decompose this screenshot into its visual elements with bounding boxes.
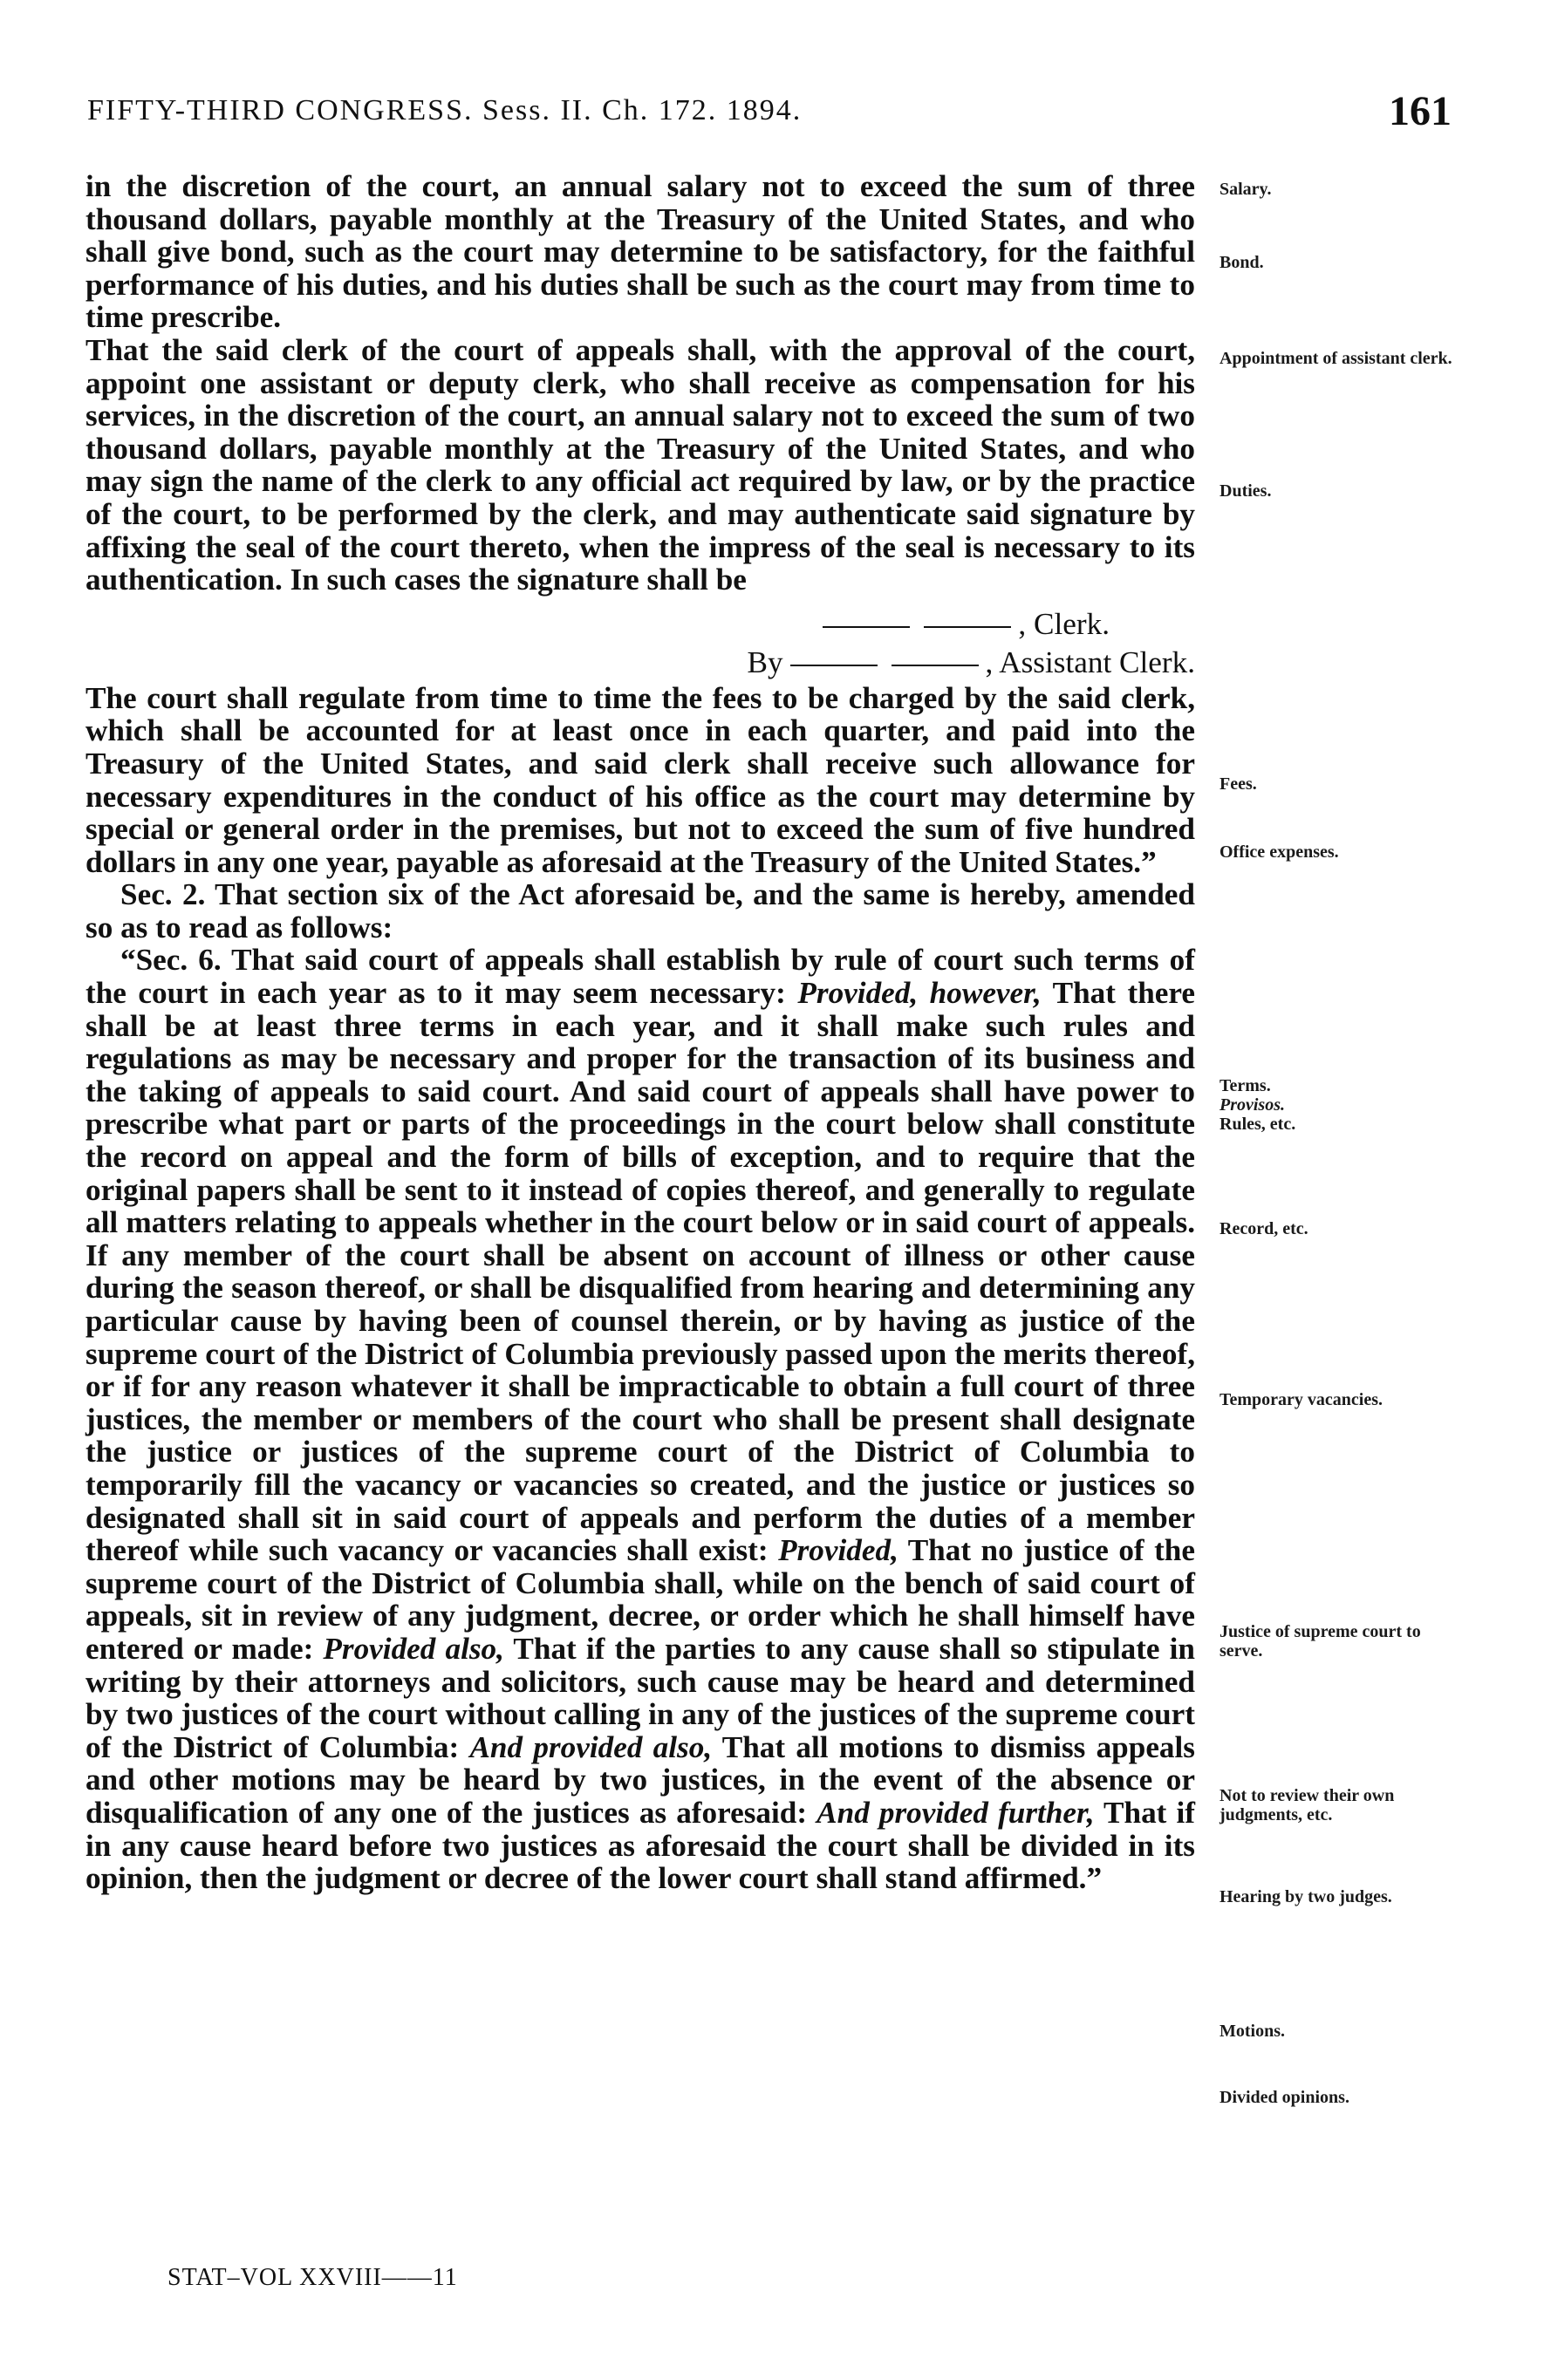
paragraph-assistant-clerk: That the said clerk of the court of appeals shall, with the approval of the court, appoint one assistant or deputy clerk, who shall receive as compensation for his services, in the discretion of the court, an annual salary not to exceed the sum of two thousand dollars, payable monthly at the Treasury of the United States, and who may sign the name of the clerk to any official act required by law, or by the practice of the court, to be performed by the clerk, and may authenticate said signature by affixing the seal of the court thereto, when the impress of the seal is necessary to its authentication. In such cases the signature shall be — [85, 332, 1195, 597]
signature-clerk-line — [85, 605, 1195, 644]
margin-note-fees: Fees. — [1219, 774, 1257, 794]
signature-footer: STAT–VOL XXVIII——11 — [167, 2264, 458, 2291]
signature-blank — [892, 665, 979, 666]
section-6-text-d: That if the parties to any cause shall so stipulate in writing by their attorneys and solicitors, such cause may be heard and determined by two justices of the court without calling in any of the justices of the supreme court of the District of Columbia: — [85, 1631, 1195, 1764]
margin-note-duties: Duties. — [1219, 481, 1272, 501]
margin-note-justice-supreme-court: Justice of supreme court to serve. — [1219, 1622, 1421, 1661]
section-6-text-b: That there shall be at least three terms in each year, and it shall make such rules and regulations as may be necessary and proper for the transaction of its business and the taking of appeals to said court. And said court of appeals shall have power to prescribe what part or parts of the proceedings in the court below shall constitute the record on appeal and the form of bills of exception, and to require that the original papers shall be sent to it instead of copies thereof, and generally to regulate all matters relating to appeals whether in the court below or in said court of appeals. If any member of the court shall be absent on account of illness or other cause during the season thereof, or shall be disqualified from hearing and determining any particular cause by having been of counsel therein, or by having as justice of the supreme court of the District of Columbia previously passed upon the merits thereof, or if for any reason whatever it shall be impracticable to obtain a full court of three justices, the member or members of the court who shall be present shall designate the justice or justices of the supreme court of the District of Columbia to temporarily fill the vacancy or vacancies so created, and the justice or justices so designated shall sit in said court of appeals and perform the duties of a member thereof while such vacancy or vacancies shall exist: — [85, 976, 1195, 1568]
margin-note-salary: Salary. — [1219, 180, 1272, 199]
main-text-column — [85, 170, 1195, 1895]
paragraph-section-2: Sec. 2. That section six of the Act aforesaid be, and the same is hereby, amended so as to read as follows: — [85, 877, 1195, 944]
signature-blank — [823, 626, 910, 628]
signature-form — [85, 605, 1195, 682]
margin-note-bond: Bond. — [1219, 253, 1264, 272]
signature-assistant-line — [85, 644, 1195, 682]
proviso-label: Provided, however, — [797, 976, 1042, 1011]
page-number: 161 — [1389, 88, 1452, 134]
paragraph-salary: in the discretion of the court, an annual salary not to exceed the sum of three thousand dollars, payable monthly at the Treasury of the United States, and who shall give bond, such as the court may determine to be satisfactory, for the faithful performance of his duties, and his duties shall be such as the court may from time to time prescribe. — [85, 169, 1195, 335]
margin-note-divided-opinions: Divided opinions. — [1219, 2088, 1349, 2107]
proviso-label: Provided also, — [323, 1631, 504, 1666]
signature-by-label: By — [747, 644, 783, 679]
signature-assistant-label: , Assistant Clerk. — [985, 644, 1195, 679]
running-header: FIFTY-THIRD CONGRESS. Sess. II. Ch. 172. 1894. — [87, 94, 803, 126]
margin-note-motions: Motions. — [1219, 2022, 1285, 2041]
proviso-label: And provided also, — [469, 1729, 713, 1764]
margin-note-terms: Terms. — [1219, 1076, 1271, 1095]
margin-note-appointment: Appointment of assistant clerk. — [1219, 349, 1452, 368]
margin-note-rules: Rules, etc. — [1219, 1115, 1296, 1134]
proviso-label: Provided, — [778, 1533, 898, 1568]
margin-note-not-to-review: Not to review their own judgments, etc. — [1219, 1786, 1395, 1824]
margin-note-hearing-two-judges: Hearing by two judges. — [1219, 1887, 1392, 1906]
margin-note-record: Record, etc. — [1219, 1219, 1308, 1238]
margin-note-provisos: Provisos. — [1219, 1095, 1285, 1115]
signature-blank — [790, 665, 878, 666]
paragraph-section-6 — [85, 944, 1195, 1894]
section-6-text-a: “Sec. 6. That said court of appeals shall establish by rule of court such terms of the court in each year as to it may seem necessary: — [85, 943, 1195, 1011]
section-6-text-e: That all motions to dismiss appeals and other motions may be heard by two justices, in the event of the absence or disqualification of any one of the justices as aforesaid: — [85, 1729, 1195, 1830]
section-6-text-c: That no justice of the supreme court of the District of Columbia shall, while on the bench of said court of appeals, sit in review of any judgment, decree, or order which he shall himself have entered or made: — [85, 1533, 1195, 1666]
section-6-text-f: That if in any cause heard before two justices as aforesaid the court shall be divided in its opinion, then the judgment or decree of the lower court shall stand affirmed.” — [85, 1795, 1195, 1896]
signature-blank — [924, 626, 1011, 628]
margin-note-office-expenses: Office expenses. — [1219, 842, 1339, 862]
signature-clerk-label: , Clerk. — [1018, 606, 1110, 641]
proviso-label: And provided further, — [816, 1795, 1095, 1830]
paragraph-fees: The court shall regulate from time to time the fees to be charged by the said clerk, which shall be accounted for at least once in each quarter, and paid into the Treasury of the United States, and said clerk shall receive such allowance for necessary expenditures in the conduct of his office as the court may determine by special or general order in the premises, but not to exceed the sum of five hundred dollars in any one year, payable as aforesaid at the Treasury of the United States.” — [85, 680, 1195, 879]
margin-note-temporary-vacancies: Temporary vacancies. — [1219, 1390, 1383, 1409]
